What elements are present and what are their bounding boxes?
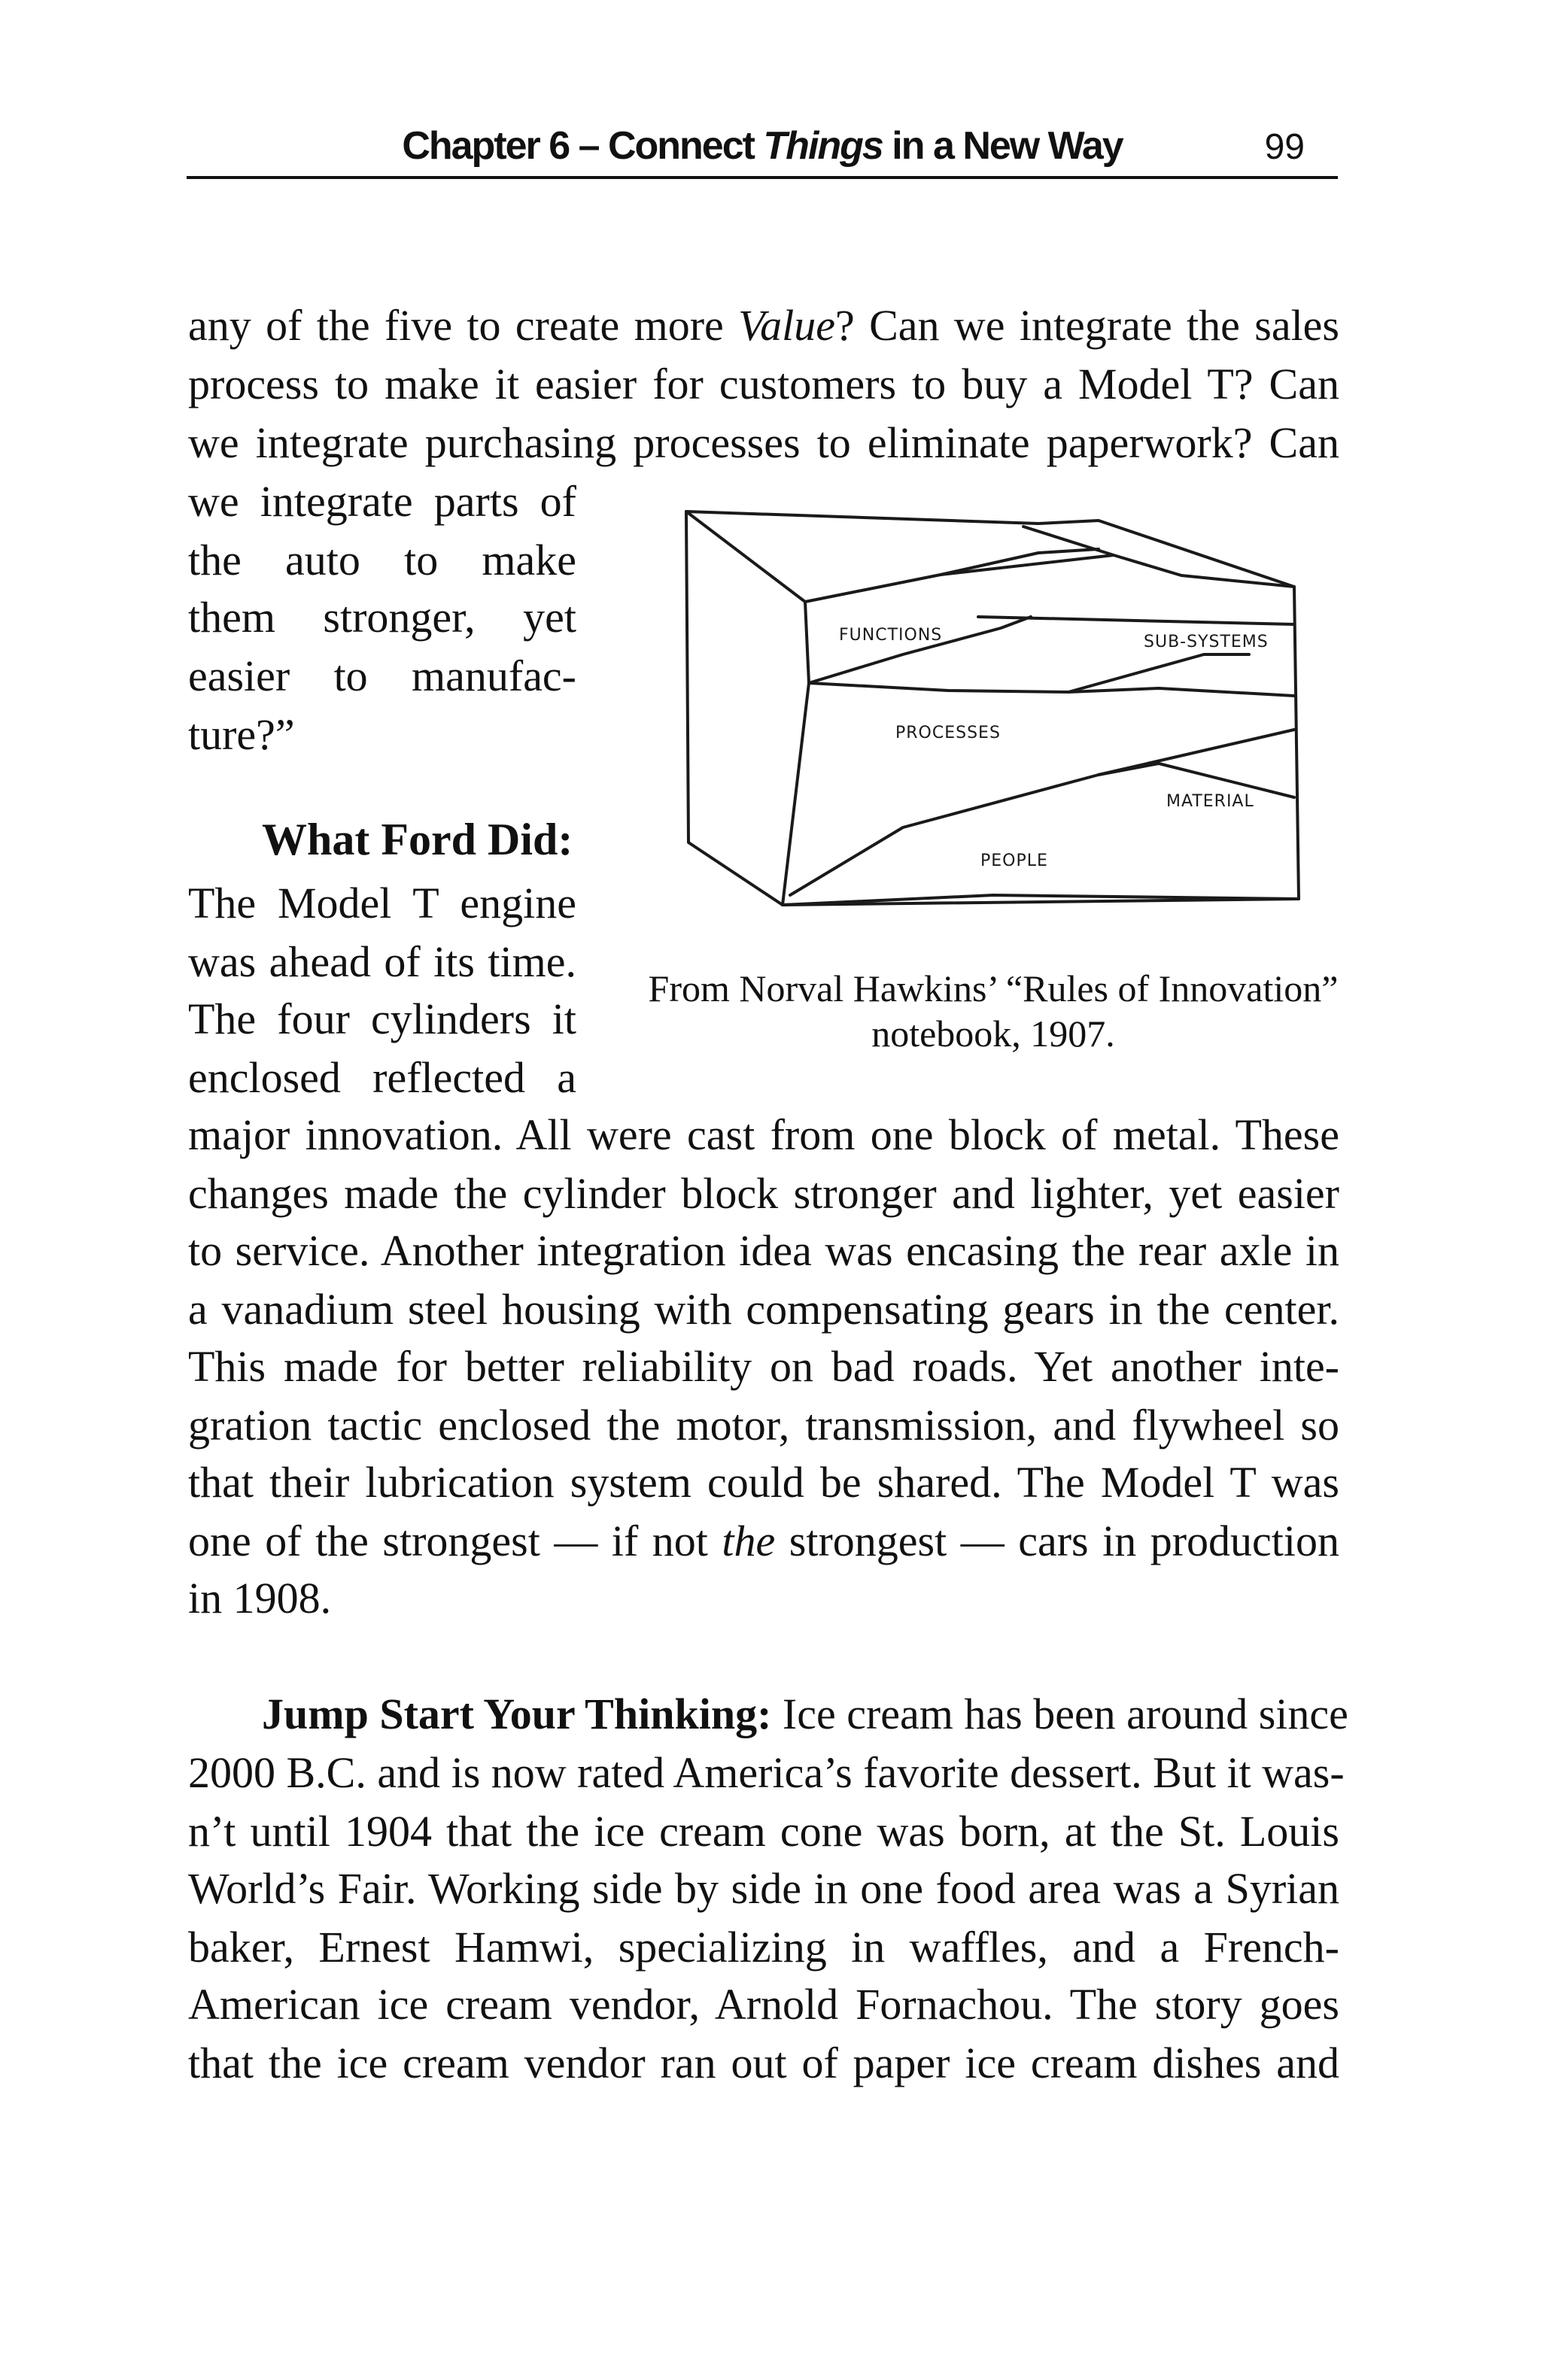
text-line: major innovation. All were cast from one block of metal. These bbox=[188, 1110, 1339, 1159]
label-processes: PROCESSES bbox=[895, 724, 1001, 742]
chapter-title bbox=[187, 123, 1338, 168]
text-line: easier to manufac- bbox=[188, 651, 576, 700]
subsystems-lower bbox=[978, 617, 1294, 624]
people-divider bbox=[790, 730, 1294, 895]
text-line: any of the five to create more Value? Can we integrate the sales bbox=[188, 301, 1339, 350]
jump-start-label: Jump Start Your Thinking: bbox=[262, 1689, 772, 1738]
page-number: 99 bbox=[1264, 127, 1305, 167]
block-outline bbox=[686, 512, 1299, 905]
text-line: the auto to make bbox=[188, 536, 576, 584]
text-line: changes made the cylinder block stronger and lighter, yet easier bbox=[188, 1169, 1339, 1218]
text-line: a vanadium steel housing with compensating gears in the center. bbox=[188, 1285, 1339, 1334]
text-line: one of the strongest — if not the strongest — cars in production bbox=[188, 1516, 1340, 1565]
processes-divider bbox=[809, 654, 1249, 692]
left-face-edge bbox=[783, 602, 809, 905]
text-line: that their lubrication system could be shared. The Model T was bbox=[188, 1458, 1339, 1507]
text-line: 2000 B.C. and is now rated America’s favorite dessert. But it was- bbox=[188, 1748, 1345, 1797]
text-line: World’s Fair. Working side by side in one food area was a Syrian bbox=[188, 1864, 1339, 1913]
label-people: PEOPLE bbox=[980, 852, 1048, 870]
chapter-title-pre: Chapter 6 – Connect bbox=[402, 124, 764, 168]
text-line: n’t until 1904 that the ice cream cone was born, at the St. Louis bbox=[188, 1807, 1339, 1856]
label-subsystems: SUB-SYSTEMS bbox=[1144, 633, 1269, 651]
subsystems-top bbox=[1114, 555, 1294, 587]
text-line: process to make it easier for customers to buy a Model T? Can bbox=[188, 360, 1339, 408]
text-line: The Model T engine bbox=[188, 879, 576, 927]
top-face-edge bbox=[686, 512, 1099, 602]
text-line: baker, Ernest Hamwi, specializing in waffles, and a French- bbox=[188, 1923, 1339, 1972]
text-line: to service. Another integration idea was encasing the rear axle in bbox=[188, 1226, 1339, 1275]
text-line: American ice cream vendor, Arnold Fornachou. The story goes bbox=[188, 1980, 1339, 2029]
label-material: MATERIAL bbox=[1166, 792, 1254, 811]
text-line: The four cylinders it bbox=[188, 994, 576, 1043]
running-header bbox=[187, 113, 1338, 179]
material-divider bbox=[1068, 688, 1294, 696]
text-line: was ahead of its time. bbox=[188, 937, 576, 986]
text-line: ture?” bbox=[188, 710, 295, 759]
text-line: we integrate purchasing processes to eliminate paperwork? Can bbox=[188, 418, 1339, 467]
figure-caption-line: notebook, 1907. bbox=[871, 1012, 1115, 1055]
text-line: them stronger, yet bbox=[188, 593, 576, 642]
text-line: we integrate parts of bbox=[188, 477, 576, 526]
text-line: enclosed reflected a bbox=[188, 1053, 576, 1102]
label-functions: FUNCTIONS bbox=[839, 626, 943, 645]
text-line: in 1908. bbox=[188, 1574, 332, 1623]
chapter-title-post: in a New Way bbox=[882, 124, 1123, 168]
chapter-title-italic: Things bbox=[763, 124, 883, 168]
figure-caption-line: From Norval Hawkins’ “Rules of Innovation” bbox=[648, 967, 1339, 1009]
text-line: Jump Start Your Thinking: Ice cream has been around since bbox=[262, 1689, 1348, 1738]
text-line: gration tactic enclosed the motor, transmission, and flywheel so bbox=[188, 1401, 1339, 1450]
section-heading: What Ford Did: bbox=[262, 815, 573, 864]
innovation-block-figure bbox=[677, 504, 1324, 925]
text-line: that the ice cream vendor ran out of paper ice cream dishes and bbox=[188, 2038, 1339, 2087]
text-line: This made for better reliability on bad roads. Yet another inte- bbox=[188, 1342, 1339, 1391]
block-sketch bbox=[677, 504, 1324, 925]
